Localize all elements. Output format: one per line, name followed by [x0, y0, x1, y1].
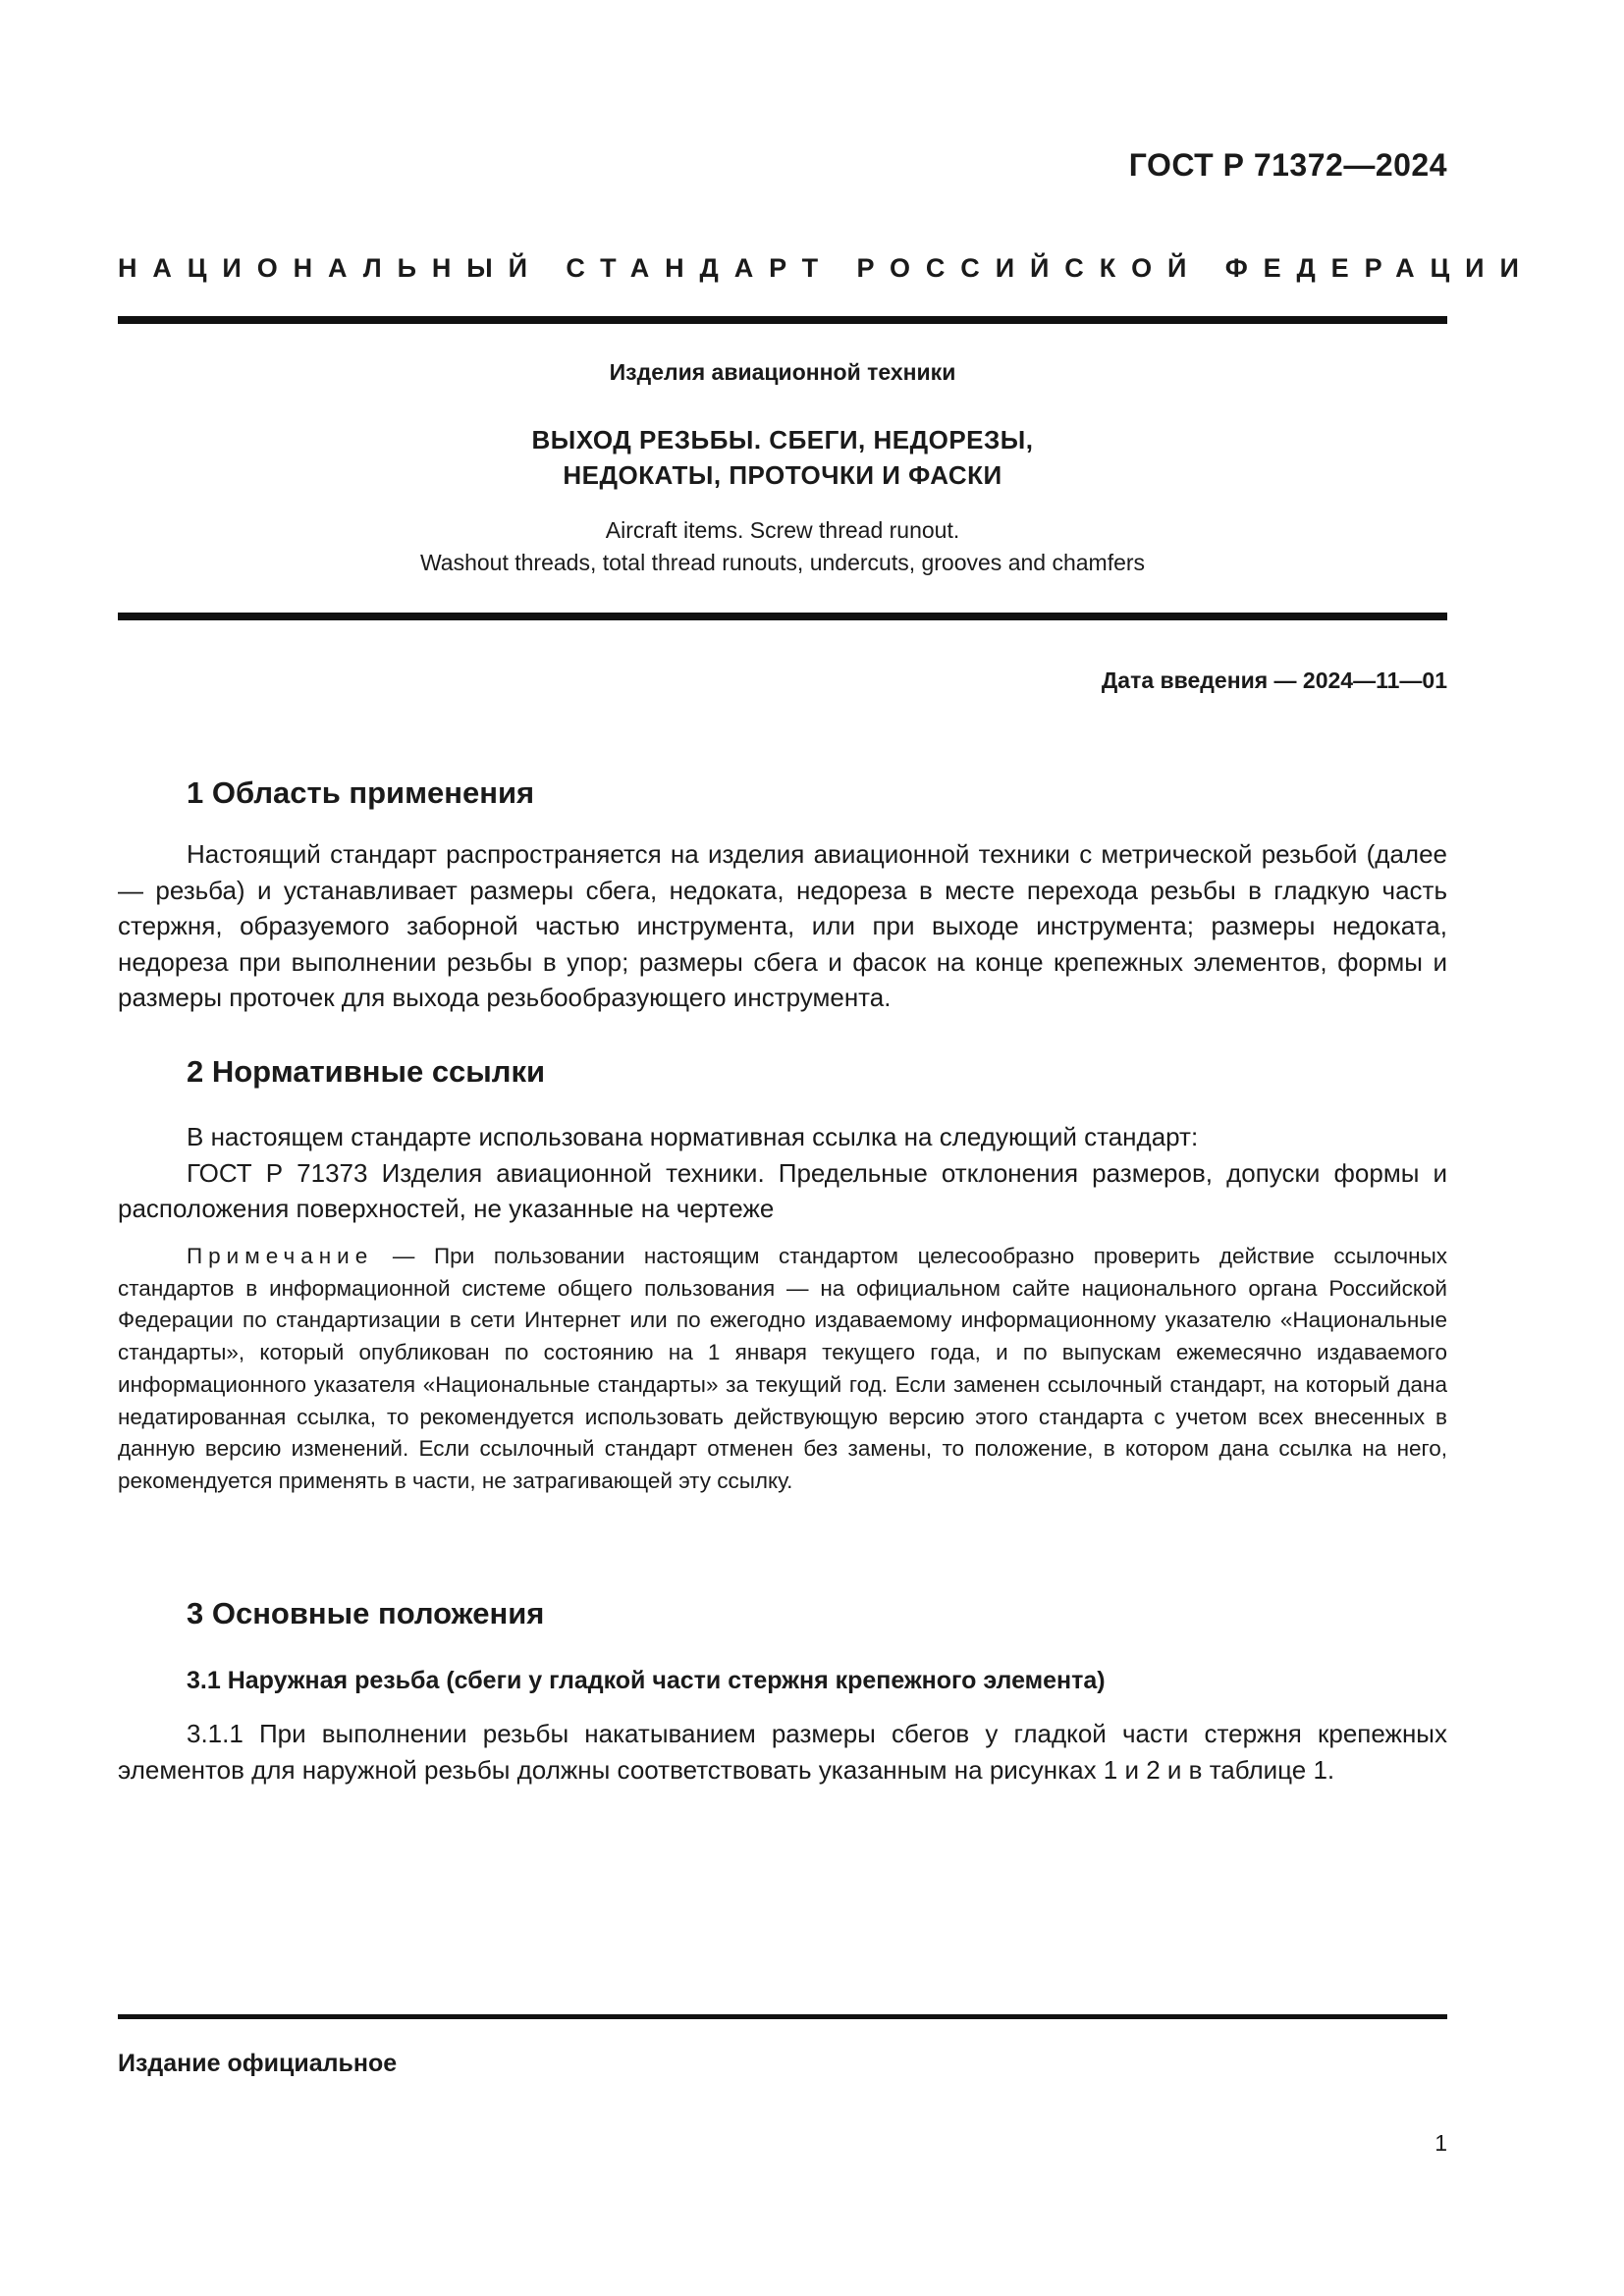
section-2	[118, 1054, 1447, 1090]
section-2-paragraph-1: В настоящем стандарте использована нормативная ссылка на следующий стандарт:	[187, 1122, 1199, 1151]
subsection-3-1-heading: 3.1 Наружная резьба (сбеги у гладкой части стержня крепежного элемента)	[187, 1667, 1106, 1694]
section-1-heading: 1 Область применения	[187, 775, 535, 810]
title-en-line-2: Washout threads, total thread runouts, undercuts, grooves and chamfers	[419, 550, 1146, 575]
document-title	[118, 422, 1447, 493]
section-2-note	[118, 1241, 1447, 1498]
section-3	[118, 1596, 1447, 1631]
document-title-english	[118, 514, 1447, 579]
top-rule	[118, 316, 1447, 324]
middle-rule	[118, 613, 1447, 620]
document-subtitle: Изделия авиационной техники	[609, 359, 956, 385]
title-en-line-1: Aircraft items. Screw thread runout.	[605, 517, 960, 543]
document-number: ГОСТ Р 71372—2024	[1128, 147, 1447, 183]
note-text: — При пользовании настоящим стандартом целесообразно проверить действие ссылочных стандартов в информационной системе общего пользования — на официальном сайте национального органа Российской Федерации по стандартизации в сети Интернет или по ежегодно издаваемому информационному указателю «Национальные стандарты», который опубликован по состоянию на 1 января текущего года, и по выпускам ежемесячно издаваемого информационного указателя «Национальные стандарты» за текущий год. Если заменен ссылочный стандарт, на который дана недатированная ссылка, то рекомендуется использовать действующую версию этого стандарта с учетом всех внесенных в данную версию изменений. Если ссылочный стандарт отменен без замены, то положение, в котором дана ссылка на него, рекомендуется применять в части, не затрагивающей эту ссылку.	[118, 1244, 1447, 1493]
section-1-paragraph: Настоящий стандарт распространяется на изделия авиационной техники с метрической резьбой (далее — резьба) и устанавливает размеры сбега, недоката, недореза в месте перехода резьбы в гладкую часть стержня, образуемого заборной частью инструмента, или при выходе инструмента; размеры недоката, недореза при выполнении резьбы в упор; размеры сбега и фасок на конце крепежных элементов, формы и размеры проточек для выхода резьбообразующего инструмента.	[118, 839, 1447, 1012]
note-paragraph	[118, 1241, 1447, 1498]
introduction-date: Дата введения — 2024—11—01	[1101, 667, 1447, 693]
section-3-1	[118, 1667, 1447, 1695]
bottom-rule	[118, 2014, 1447, 2019]
edition-label: Издание официальное	[118, 2050, 398, 2077]
section-3-body	[118, 1716, 1447, 1788]
section-2-heading: 2 Нормативные ссылки	[187, 1054, 546, 1089]
note-label: Примечание	[187, 1244, 374, 1268]
section-1-body	[118, 836, 1447, 1016]
title-line-1: ВЫХОД РЕЗЬБЫ. СБЕГИ, НЕДОРЕЗЫ,	[531, 425, 1034, 454]
section-3-heading: 3 Основные положения	[187, 1596, 545, 1630]
section-2-body	[118, 1119, 1447, 1227]
section-2-paragraph-2: ГОСТ Р 71373 Изделия авиационной техники. Предельные отклонения размеров, допуски формы и расположения поверхностей, не указанные на чертеже	[118, 1157, 1447, 1223]
clause-3-1-1: 3.1.1 При выполнении резьбы накатыванием размеры сбегов у гладкой части стержня крепежных элементов для наружной резьбы должны соответствовать указанным на рисунках 1 и 2 и в таблице 1.	[118, 1719, 1447, 1785]
national-standard-header: НАЦИОНАЛЬНЫЙ СТАНДАРТ РОССИЙСКОЙ ФЕДЕРАЦИИ	[118, 253, 1535, 283]
page-number: 1	[1435, 2130, 1447, 2156]
title-line-2: НЕДОКАТЫ, ПРОТОЧКИ И ФАСКИ	[563, 460, 1002, 490]
section-1	[118, 775, 1447, 811]
